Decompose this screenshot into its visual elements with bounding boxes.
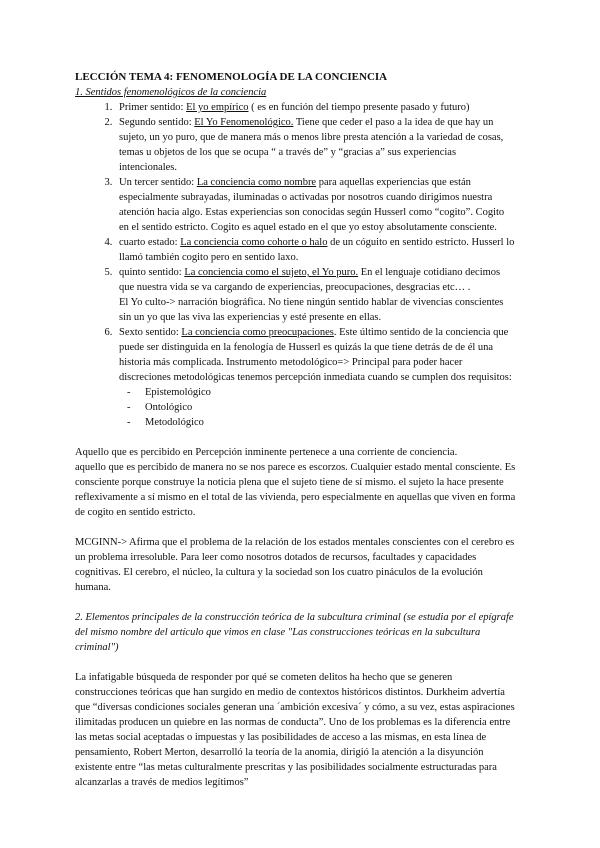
requisite-item: - Metodológico xyxy=(127,415,516,430)
sense-term: La conciencia como preocupaciones xyxy=(181,327,334,338)
sense-term: La conciencia como el sujeto, el Yo puro. xyxy=(184,267,359,278)
paragraph-perception: Aquello que es percibido en Percepción inminente pertenece a una corriente de conciencia. aquello que es percibido de manera no se nos parece es escorzos. Cualquier estado mental consciente. Es consciente porque construye la noticia plena que el sujeto tiene de sí mismo. el sujeto la hace presente reflexivamente a sí mismo en el total de las vivienda, pero especialmente en aquellas que viven en forma de cogito en sentido estricto. xyxy=(75,447,516,518)
requisite-item: - Ontológico xyxy=(127,400,516,415)
sense-item-2: 2. Segundo sentido: El Yo Fenomenológico. Tiene que ceder el paso a la idea de que hay un sujeto, un yo puro, que de manera más o menos libre presta atención a la variedad de cosas, temas u objetos de los que se ocupa “ a través de” y “gracias a” sus experiencias intencionales. xyxy=(115,115,516,175)
paragraph-subculture: La infatigable búsqueda de responder por qué se cometen delitos ha hecho que se generen construcciones teóricas que han surgido en medio de contextos históricos distintos. Durkheim advertía que “diversas condiciones sociales generan una ´ambición excesiva´ y cómo, a su vez, estas aspiraciones ilimitadas producen un quiebre en las normas de conducta”. Uno de los problemas es la diferencia entre las metas social aceptadas o impuestas y las posibilidades de acceso a las mismas, en esta línea de pensamiento, Robert Merton, desarrolló la teoría de la anomia, dirigió la atención a la disyunción existente entre “las metas culturalmente prescritas y las posibilidades socialmente estructuradas para alcanzarlas a través de medios legítimos” xyxy=(75,672,515,788)
sense-item-6: 6. Sexto sentido: La conciencia como preocupaciones. Este último sentido de la conciencia que puede ser distinguida en la fenología de Husserl es quizás la que tiene detrás de de él una historia más complicada. Instrumento metodológico=> Principal para poder hacer discreciones metodológicas tenemos percepción inmediata cuando se cumplen dos requisitos: xyxy=(115,325,516,385)
sense-extra-line: El Yo culto-> narración biográfica. No tiene ningún sentido hablar de vivencias conscientes sin un yo que las viva las experiencias y esté presente en ellas. xyxy=(119,297,504,323)
section-1-heading: 1. Sentidos fenomenológicos de la conciencia xyxy=(75,87,267,98)
sense-item-4: 4. cuarto estado: La conciencia como cohorte o halo de un cóguito en sentido estricto. Husserl lo llamó también cogito pero en sentido laxo. xyxy=(115,235,516,265)
lesson-title: LECCIÓN TEMA 4: FENOMENOLOGÍA DE LA CONCIENCIA xyxy=(75,71,388,83)
requisite-item: - Epistemológico xyxy=(127,385,516,400)
section-2-heading: 2. Elementos principales de la construcción teórica de la subcultura criminal (se estudia por el epígrafe del mismo nombre del artículo que vimos en clase "Las construcciones teóricas en la subcultura criminal") xyxy=(75,612,514,653)
sense-term: La conciencia como cohorte o halo xyxy=(180,237,328,248)
sense-item-5: 5. quinto sentido: La conciencia como el sujeto, el Yo puro. En el lenguaje cotidiano decimos que nuestra vida se va cargando de experiencias, preocupaciones, desgracias etc… . El Yo culto-> narración biográfica. No tiene ningún sentido hablar de vivencias conscientes sin un yo que las viva las experiencias y esté presente en ellas. xyxy=(115,265,516,325)
sense-item-1: 1. Primer sentido: El yo empírico ( es en función del tiempo presente pasado y futuro) xyxy=(115,100,516,115)
sense-term: El Yo Fenomenológico. xyxy=(194,117,294,128)
paragraph-mcginn: MCGINN-> Afirma que el problema de la relación de los estados mentales conscientes con el cerebro es un problema irresoluble. Para leer como nosotros dotados de recursos, facultades y capacidades cognitivas. El cerebro, el núcleo, la cultura y la sociedad son los cuatro pináculos de la evolución humana. xyxy=(75,537,515,593)
senses-list xyxy=(75,100,516,385)
sense-term: La conciencia como nombre xyxy=(196,177,317,188)
sense-term: El yo empírico xyxy=(186,102,249,113)
sense-item-3: 3. Un tercer sentido: La conciencia como nombre para aquellas experiencias que están especialmente subrayadas, iluminadas o activadas por nosotros cuando dirigimos nuestra atención hacia algo. Estas experiencias son conocidas según Husserl como “cogito”. Cogito en el sentido estricto. Cogito es aquel estado en el que yo estoy absolutamente consciente. xyxy=(115,175,516,235)
requisites-list xyxy=(75,385,516,430)
